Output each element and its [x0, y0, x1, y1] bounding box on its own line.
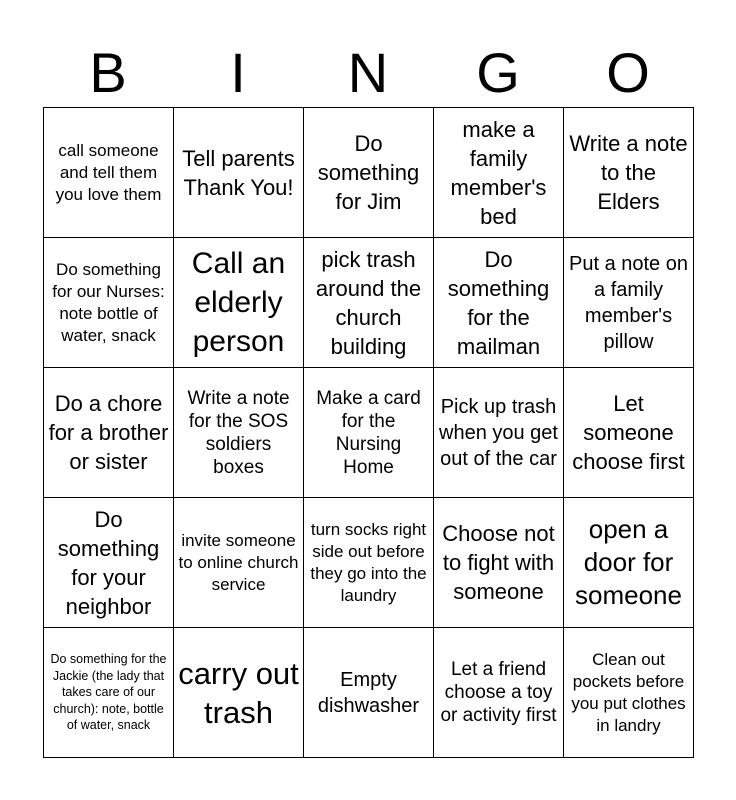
cell-text: invite someone to online church service	[178, 530, 299, 594]
bingo-cell[interactable]	[564, 628, 694, 758]
cell-text: open a door for someone	[575, 514, 682, 610]
cell-text: Choose not to fight with someone	[442, 521, 555, 604]
bingo-cell[interactable]	[564, 368, 694, 498]
header-letter-g: G	[476, 41, 520, 104]
bingo-cell[interactable]	[304, 368, 434, 498]
grid-row	[44, 238, 694, 368]
header-letter-i: I	[230, 41, 246, 104]
bingo-cell[interactable]	[434, 238, 564, 368]
cell-text: Do something for your neighbor	[57, 506, 160, 619]
bingo-cell[interactable]	[44, 108, 174, 238]
cell-text: make a family member's bed	[450, 116, 547, 229]
bingo-cell[interactable]	[174, 368, 304, 498]
cell-text: Write a note for the SOS soldiers boxes	[187, 387, 290, 478]
bingo-cell[interactable]	[304, 628, 434, 758]
cell-text: Do something for our Nurses: note bottle of water, snack	[52, 259, 165, 345]
cell-text: pick trash around the church building	[315, 246, 422, 359]
bingo-cell[interactable]	[174, 238, 304, 368]
bingo-header	[43, 40, 693, 106]
cell-text: Do something for the Jackie (the lady that takes care of our church): note, bottle of water, snack	[50, 652, 167, 733]
bingo-cell[interactable]	[434, 498, 564, 628]
cell-text: Clean out pockets before you put clothes in landry	[571, 649, 686, 735]
bingo-cell[interactable]	[174, 498, 304, 628]
bingo-cell[interactable]	[434, 108, 564, 238]
grid-row	[44, 368, 694, 498]
header-letter-n: N	[347, 41, 389, 104]
bingo-cell[interactable]	[44, 368, 174, 498]
bingo-cell[interactable]	[174, 108, 304, 238]
cell-text: Make a card for the Nursing Home	[316, 387, 421, 478]
cell-text: turn socks right side out before they go into the laundry	[310, 519, 427, 605]
bingo-cell[interactable]	[564, 498, 694, 628]
bingo-cell[interactable]	[44, 498, 174, 628]
bingo-cell[interactable]	[304, 108, 434, 238]
bingo-cell[interactable]	[174, 628, 304, 758]
bingo-cell[interactable]	[44, 628, 174, 758]
cell-text: Do something for Jim	[317, 131, 420, 214]
cell-text: Do something for the mailman	[447, 246, 550, 359]
cell-text: Call an elderly person	[191, 247, 286, 358]
cell-text: Put a note on a family member's pillow	[569, 252, 688, 353]
cell-text: Pick up trash when you get out of the car	[439, 395, 558, 470]
bingo-cell[interactable]	[434, 368, 564, 498]
bingo-cell[interactable]	[564, 108, 694, 238]
header-letter-o: O	[606, 41, 650, 104]
cell-text: Tell parents Thank You!	[182, 145, 295, 200]
cell-text: Let someone choose first	[572, 391, 685, 474]
cell-text: Let a friend choose a toy or activity first	[440, 659, 557, 726]
grid-row	[44, 498, 694, 628]
bingo-cell[interactable]	[44, 238, 174, 368]
bingo-grid	[43, 107, 694, 758]
bingo-cell[interactable]	[304, 498, 434, 628]
cell-text: Write a note to the Elders	[569, 131, 688, 214]
cell-text: Do a chore for a brother or sister	[48, 391, 169, 474]
grid-row	[44, 108, 694, 238]
cell-text: call someone and tell them you love them	[55, 140, 162, 204]
bingo-cell[interactable]	[564, 238, 694, 368]
bingo-cell[interactable]	[434, 628, 564, 758]
header-letter-b: B	[89, 41, 127, 104]
grid-row	[44, 628, 694, 758]
cell-text: Empty dishwasher	[317, 668, 420, 717]
cell-text: carry out trash	[178, 655, 299, 730]
bingo-cell[interactable]	[304, 238, 434, 368]
